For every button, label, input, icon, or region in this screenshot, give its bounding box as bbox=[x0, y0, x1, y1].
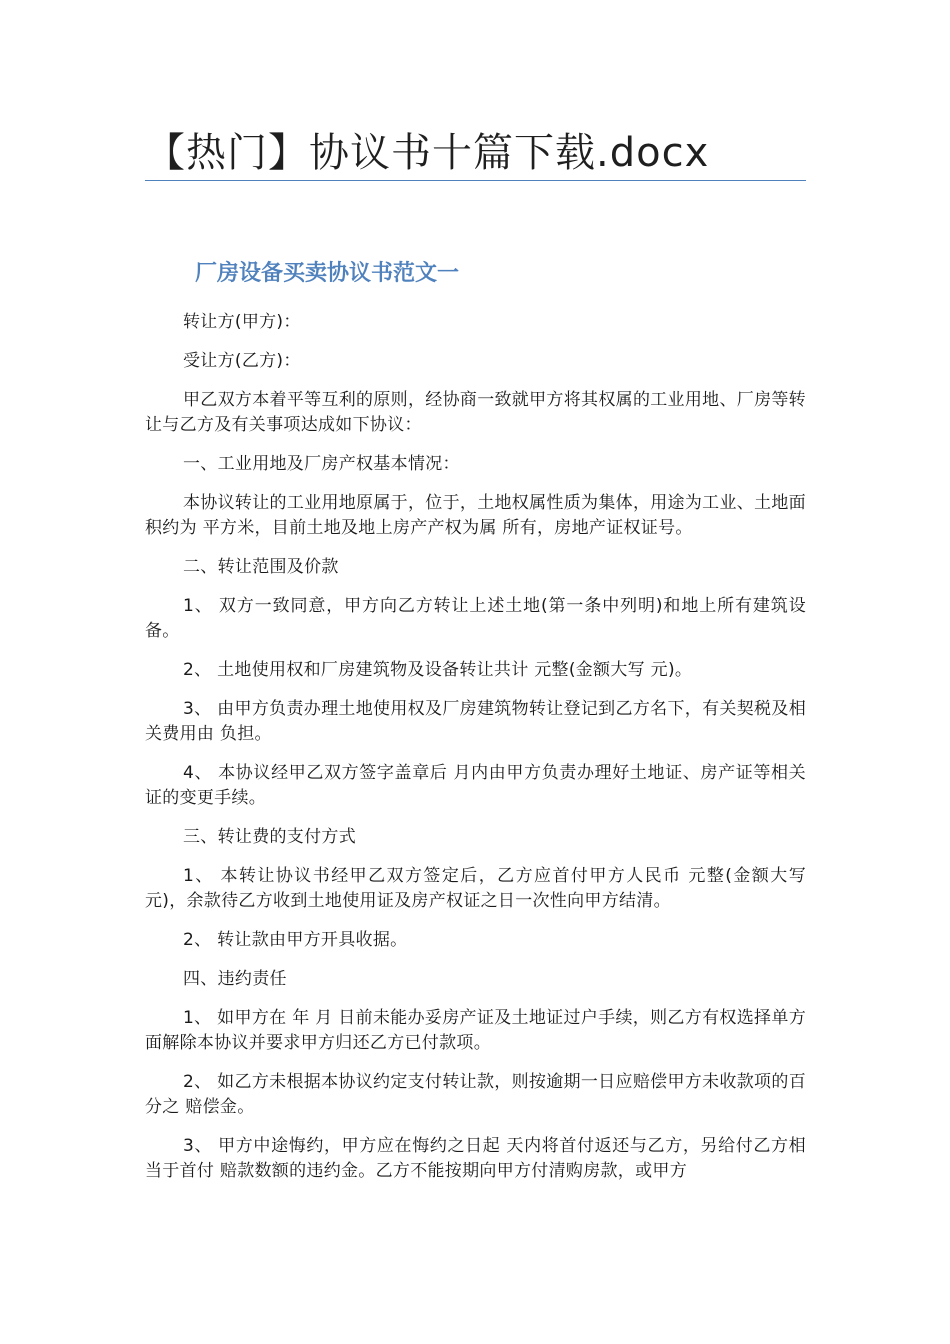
clause-heading-2: 二、转让范围及价款 bbox=[183, 557, 339, 577]
paragraph: 1、 双方一致同意，甲方向乙方转让上述土地(第一条中列明)和地上所有建筑设备。 bbox=[145, 596, 806, 641]
paragraph: 1、 本转让协议书经甲乙双方签定后，乙方应首付甲方人民币 元整(金额大写 元)，余款待乙方收到土地使用证及房产权证之日一次性向甲方结清。 bbox=[145, 866, 812, 911]
section-heading: 厂房设备买卖协议书范文一 bbox=[195, 261, 460, 286]
document-title: 【热门】协议书十篇下载.docx bbox=[145, 130, 710, 176]
paragraph-transferor: 转让方(甲方)： bbox=[183, 312, 301, 332]
paragraph: 本协议转让的工业用地原属于，位于，土地权属性质为集体，用途为工业、土地面积约为 平方米，目前土地及地上房产产权为属 所有，房地产证权证号。 bbox=[145, 493, 806, 538]
clause-heading-4: 四、违约责任 bbox=[183, 969, 287, 989]
paragraph-transferee: 受让方(乙方)： bbox=[183, 351, 301, 371]
paragraph: 2、 转让款由甲方开具收据。 bbox=[183, 930, 408, 950]
paragraph: 4、 本协议经甲乙双方签字盖章后 月内由甲方负责办理好土地证、房产证等相关证的变更手续。 bbox=[145, 763, 806, 808]
paragraph: 3、 由甲方负责办理土地使用权及厂房建筑物转让登记到乙方名下，有关契税及相关费用由 负担。 bbox=[145, 699, 806, 744]
title-underline bbox=[145, 180, 806, 181]
paragraph-preamble: 甲乙双方本着平等互利的原则，经协商一致就甲方将其权属的工业用地、厂房等转让与乙方及有关事项达成如下协议： bbox=[145, 390, 806, 435]
document-body bbox=[145, 310, 812, 1198]
paragraph: 2、 如乙方未根据本协议约定支付转让款，则按逾期一日应赔偿甲方未收款项的百分之 赔偿金。 bbox=[145, 1072, 806, 1117]
clause-heading-1: 一、工业用地及厂房产权基本情况： bbox=[183, 454, 460, 474]
clause-heading-3: 三、转让费的支付方式 bbox=[183, 827, 356, 847]
paragraph: 1、 如甲方在 年 月 日前未能办妥房产证及土地证过户手续，则乙方有权选择单方面解除本协议并要求甲方归还乙方已付款项。 bbox=[145, 1008, 806, 1053]
paragraph: 2、 土地使用权和厂房建筑物及设备转让共计 元整(金额大写 元)。 bbox=[183, 660, 693, 680]
paragraph: 3、 甲方中途悔约，甲方应在悔约之日起 天内将首付返还与乙方，另给付乙方相当于首付 赔款数额的违约金。乙方不能按期向甲方付清购房款，或甲方 bbox=[145, 1136, 806, 1181]
